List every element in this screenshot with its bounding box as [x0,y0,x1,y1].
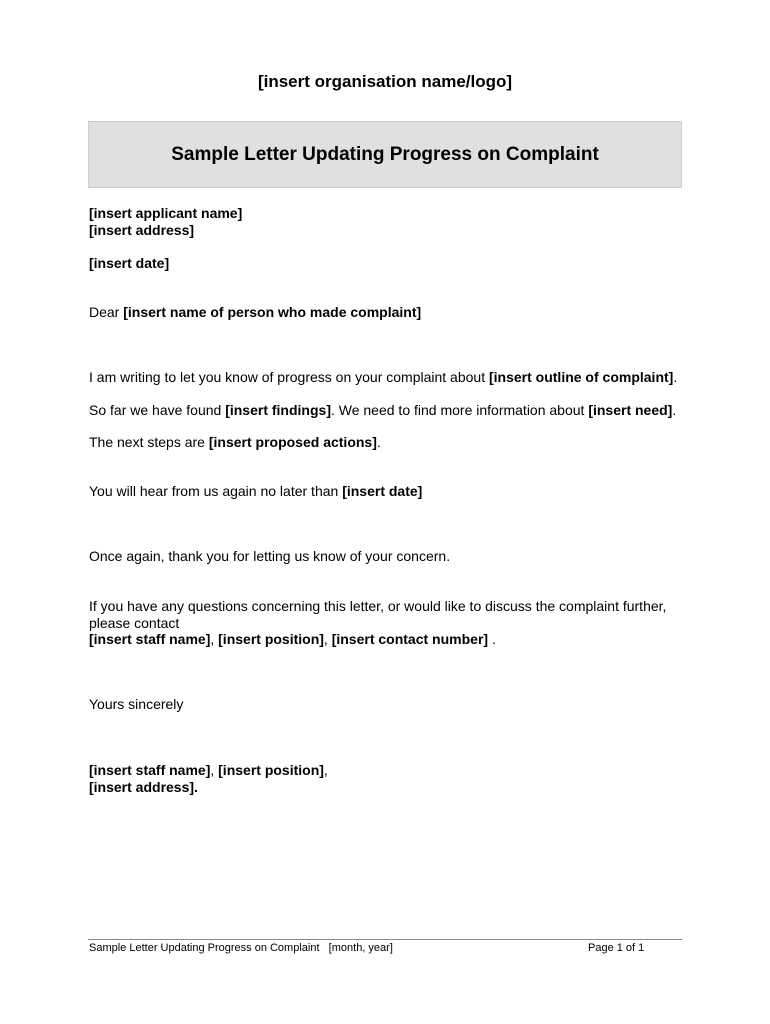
paragraph-findings [89,402,676,419]
p6-sep1: , [210,631,219,647]
applicant-name: [insert applicant name] [89,205,243,221]
proposed-actions: [insert proposed actions] [208,434,377,450]
complaint-outline: [insert outline of complaint] [488,369,674,385]
organisation-placeholder: [insert organisation name/logo] [257,72,513,91]
footer-title: Sample Letter Updating Progress on Complaint [month, year] [89,942,393,954]
signer-position: [insert position] [218,762,324,778]
p2-text2: . We need to find more information about [330,402,589,418]
contact-number: [insert contact number] [331,631,489,647]
contact-staff-name: [insert staff name] [89,631,211,647]
recipient-block [89,205,242,239]
complainant-name: [insert name of person who made complaint] [123,304,422,320]
follow-up-date: [insert date] [342,483,423,499]
salutation [89,304,421,321]
p6-line2: please contact [89,614,180,631]
paragraph-progress [89,369,677,386]
valediction: Yours sincerely [89,696,184,712]
signer-address: [insert address]. [89,778,198,795]
letter-date: [insert date] [89,255,170,271]
signature-block [89,762,328,795]
signer-comma: , [323,762,328,778]
applicant-address: [insert address] [89,222,195,238]
signer-name: [insert staff name] [89,762,211,778]
p2-text1: So far we have found [89,402,226,418]
letter-title: Sample Letter Updating Progress on Complaint [171,143,599,165]
page-number: Page 1 of 1 [588,942,645,954]
paragraph-thanks: Once again, thank you for letting us know of your concern. [89,548,451,564]
salutation-prefix: Dear [89,304,124,320]
p1-text: I am writing to let you know of progress on your complaint about [89,369,489,385]
need: [insert need] [588,402,673,418]
contact-position: [insert position] [218,631,324,647]
p1-end: . [673,369,678,385]
paragraph-follow-up [89,483,422,500]
title-banner [88,121,682,188]
p6-sep2: , [323,631,332,647]
paragraph-next-steps [89,434,381,451]
p3-text: The next steps are [89,434,209,450]
p4-text: You will hear from us again no later than [89,483,343,499]
p2-end: . [672,402,677,418]
date-line [89,255,169,272]
p3-end: . [376,434,381,450]
paragraph-contact [89,598,666,648]
footer-divider [88,939,682,940]
p6-end: . [488,631,496,647]
p6-line1: If you have any questions concerning this letter, or would like to discuss the complaint further, [89,598,667,614]
signer-sep: , [210,762,219,778]
findings: [insert findings] [225,402,331,418]
